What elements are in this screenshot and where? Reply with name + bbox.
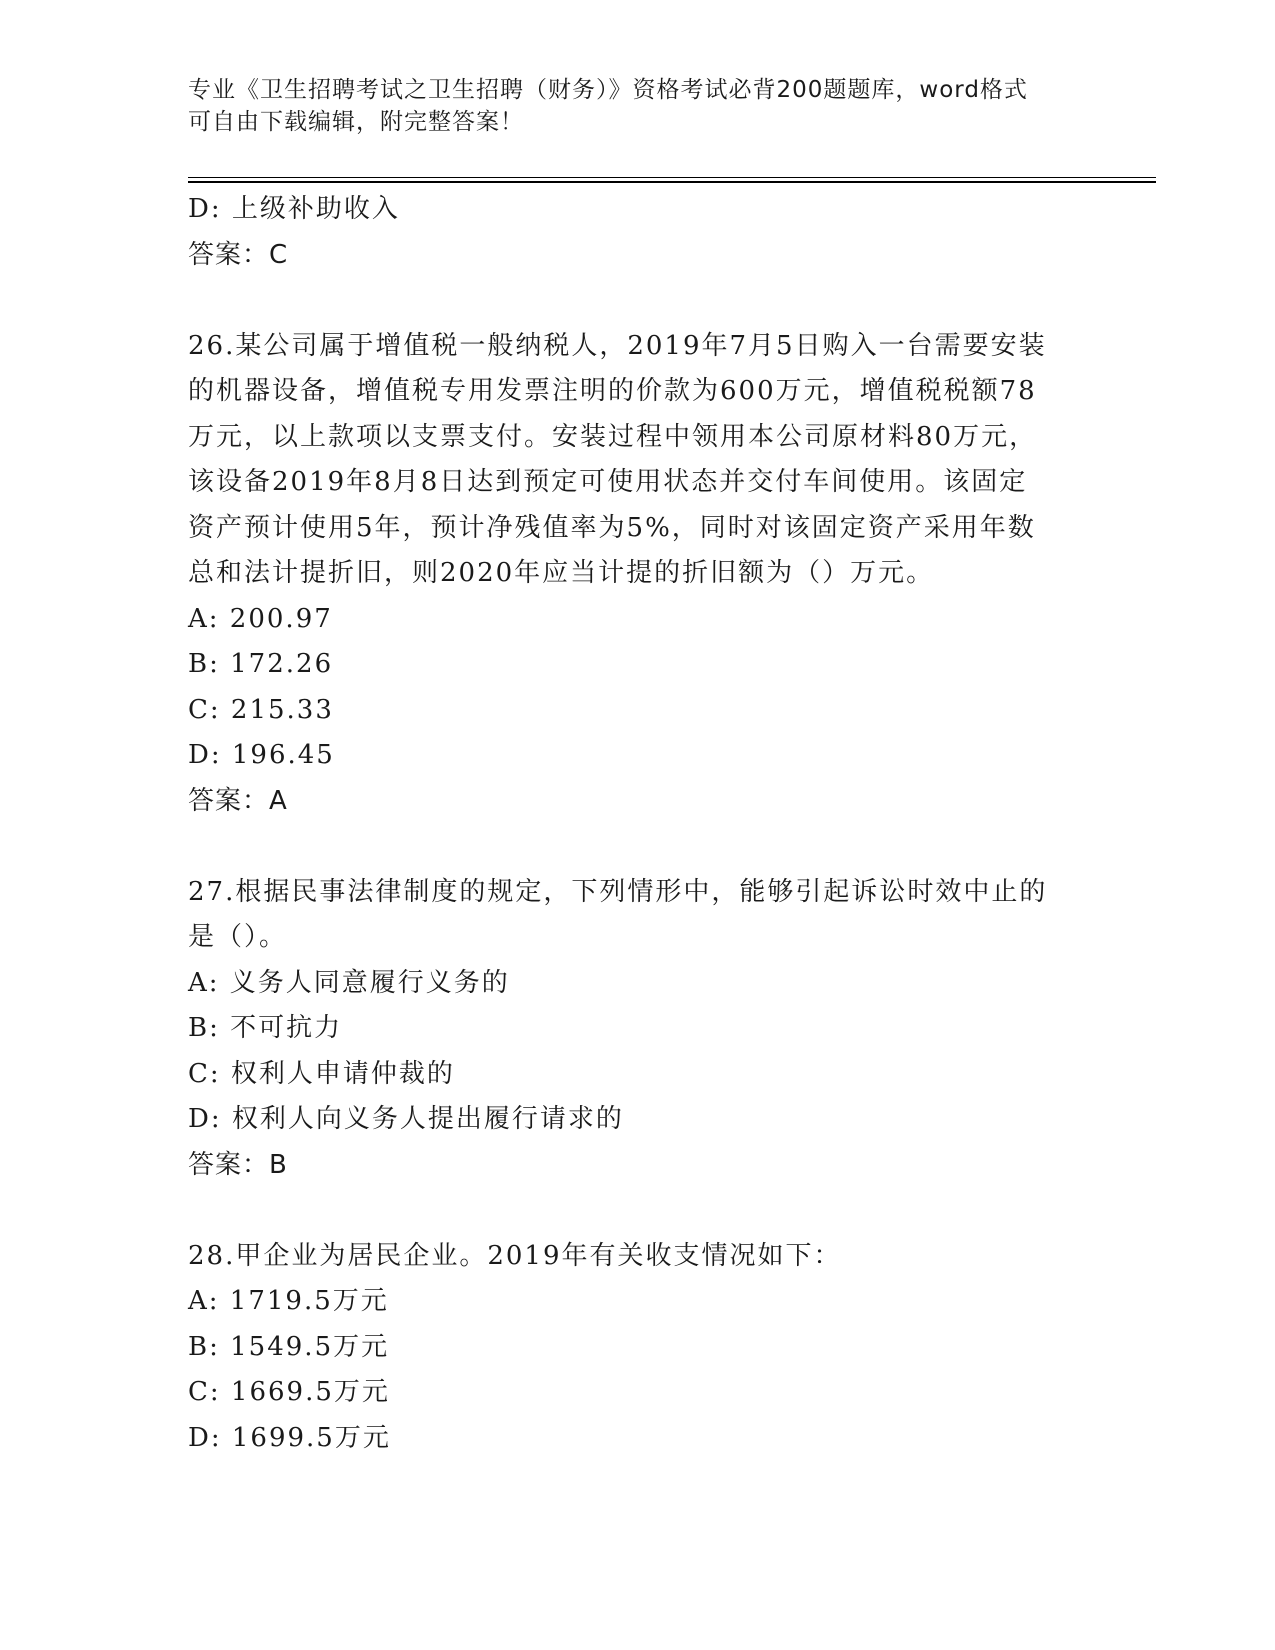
option-c: C: 215.33 bbox=[188, 694, 334, 725]
header-divider-thin bbox=[188, 177, 1156, 178]
previous-question-tail bbox=[188, 187, 1088, 278]
option-a: A: 200.97 bbox=[188, 603, 333, 634]
question-text-line: 26.某公司属于增值税一般纳税人，2019年7月5日购入一台需要安装 bbox=[188, 330, 1047, 361]
question-text-line: 27.根据民事法律制度的规定，下列情形中，能够引起诉讼时效中止的 bbox=[188, 876, 1048, 907]
question-28 bbox=[188, 1234, 1088, 1462]
option-b: B: 172.26 bbox=[188, 649, 334, 679]
header-divider-thick bbox=[188, 181, 1156, 183]
option-d: D: 1699.5万元 bbox=[188, 1422, 391, 1453]
spacer bbox=[188, 824, 1088, 870]
option-a: A: 义务人同意履行义务的 bbox=[188, 967, 510, 998]
question-text-line: 万元，以上款项以支票支付。安装过程中领用本公司原材料80万元， bbox=[188, 421, 1038, 452]
question-text-line: 28.甲企业为居民企业。2019年有关收支情况如下： bbox=[188, 1240, 842, 1271]
question-text-line: 的机器设备，增值税专用发票注明的价款为600万元，增值税税额78 bbox=[188, 376, 1037, 406]
option-d: D: 权利人向义务人提出履行请求的 bbox=[188, 1104, 624, 1134]
document-header bbox=[188, 74, 1068, 138]
document-body bbox=[188, 187, 1088, 1461]
spacer bbox=[188, 1188, 1088, 1234]
question-text-line: 该设备2019年8月8日达到预定可使用状态并交付车间使用。该固定 bbox=[188, 467, 1028, 497]
option-b: B: 1549.5万元 bbox=[188, 1331, 390, 1362]
question-text-line: 资产预计使用5年，预计净残值率为5%，同时对该固定资产采用年数 bbox=[188, 512, 1036, 543]
option-b: B: 不可抗力 bbox=[188, 1013, 343, 1043]
option-d: D: 上级补助收入 bbox=[188, 194, 400, 224]
question-text-line: 总和法计提折旧，则2020年应当计提的折旧额为（）万元。 bbox=[188, 558, 935, 588]
option-c: C: 1669.5万元 bbox=[188, 1377, 390, 1407]
question-26 bbox=[188, 324, 1088, 825]
answer-line: 答案：C bbox=[188, 239, 289, 270]
question-27 bbox=[188, 870, 1088, 1189]
answer-line: 答案：B bbox=[188, 1149, 288, 1180]
spacer bbox=[188, 278, 1088, 324]
option-d: D: 196.45 bbox=[188, 740, 335, 770]
header-line-1: 专业《卫生招聘考试之卫生招聘（财务）》资格考试必背200题题库，word格式 bbox=[188, 77, 1028, 103]
option-a: A: 1719.5万元 bbox=[188, 1286, 389, 1316]
option-c: C: 权利人申请仲裁的 bbox=[188, 1058, 455, 1089]
header-line-2: 可自由下载编辑，附完整答案！ bbox=[188, 109, 524, 135]
answer-line: 答案：A bbox=[188, 785, 288, 816]
question-text-line: 是（）。 bbox=[188, 922, 288, 952]
